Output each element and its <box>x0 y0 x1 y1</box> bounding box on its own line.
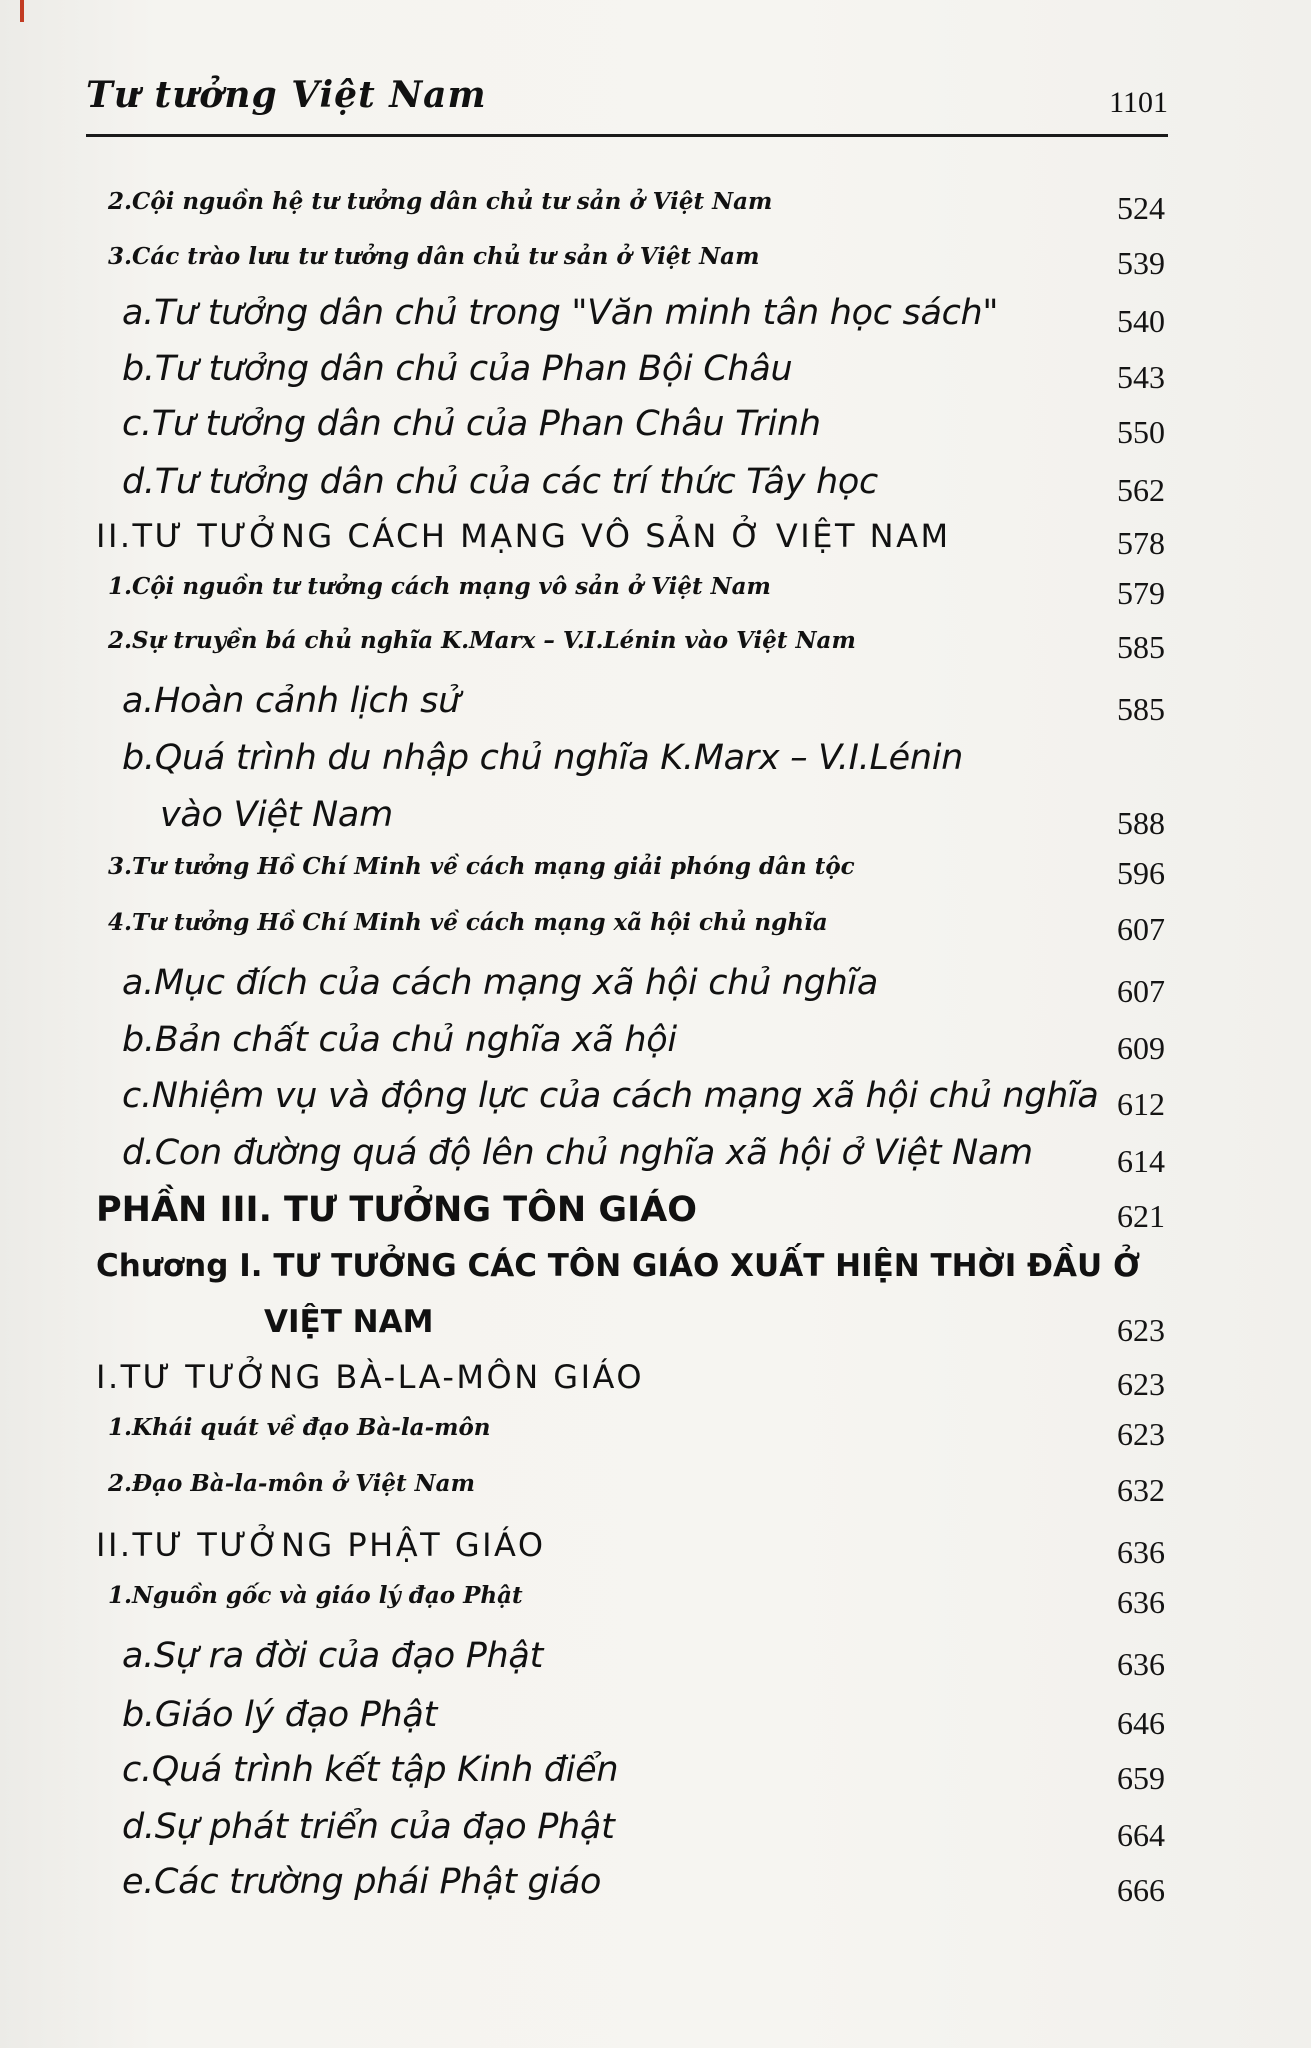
toc-entry-title: a.Sự ra đời của đạo Phật <box>122 1636 544 1676</box>
toc-entry-title: PHẦN III. TƯ TƯỞNG TÔN GIÁO <box>96 1190 697 1230</box>
toc-entry-title: a.Tư tưởng dân chủ trong "Văn minh tân học sách" <box>122 293 999 333</box>
toc-entry-page: 524 <box>1117 190 1165 226</box>
toc-entry-page: 539 <box>1117 245 1165 281</box>
toc-entry-title: c.Nhiệm vụ và động lực của cách mạng xã hội chủ nghĩa <box>122 1076 1099 1116</box>
toc-entry-page: 609 <box>1117 1030 1165 1066</box>
toc-entry-page: 623 <box>1117 1416 1165 1452</box>
toc-entry-page: 607 <box>1117 973 1165 1009</box>
toc-entry-page: 636 <box>1117 1584 1165 1620</box>
toc-entry-page: 579 <box>1117 575 1165 611</box>
running-title: Tư tưởng Việt Nam <box>86 74 487 116</box>
toc-entry-title: 2.Đạo Bà-la-môn ở Việt Nam <box>108 1470 475 1497</box>
toc-entry-page: 588 <box>1117 805 1165 841</box>
toc-entry-page: 540 <box>1117 303 1165 339</box>
toc-entry-page: 636 <box>1117 1534 1165 1570</box>
toc-entry-title: c.Tư tưởng dân chủ của Phan Châu Trinh <box>122 404 821 444</box>
toc-entry-title: 3.Tư tưởng Hồ Chí Minh về cách mạng giải phóng dân tộc <box>108 853 855 880</box>
toc-entry-title: 1.Cội nguồn tư tưởng cách mạng vô sản ở Việt Nam <box>108 573 771 600</box>
toc-entry-page: 612 <box>1117 1086 1165 1122</box>
toc-entry-title: b.Bản chất của chủ nghĩa xã hội <box>122 1020 677 1060</box>
toc-entry-title: I.TƯ TƯỞNG BÀ-LA-MÔN GIÁO <box>96 1358 645 1396</box>
toc-entry-title: b.Giáo lý đạo Phật <box>122 1695 438 1735</box>
toc-entry-page: 585 <box>1117 691 1165 727</box>
toc-entry-page: 664 <box>1117 1817 1165 1853</box>
toc-entry-page: 543 <box>1117 359 1165 395</box>
toc-entry-page: 646 <box>1117 1705 1165 1741</box>
toc-entry-page: 623 <box>1117 1312 1165 1348</box>
toc-entry-page: 636 <box>1117 1646 1165 1682</box>
page-edge-mark <box>20 0 24 22</box>
toc-entry-title-continued: vào Việt Nam <box>160 795 393 835</box>
toc-entry-page: 659 <box>1117 1760 1165 1796</box>
toc-entry-title: d.Con đường quá độ lên chủ nghĩa xã hội ở Việt Nam <box>122 1133 1033 1173</box>
page-number: 1101 <box>1109 86 1168 119</box>
toc-entry-title: 2.Sự truyền bá chủ nghĩa K.Marx – V.I.Lénin vào Việt Nam <box>108 627 856 654</box>
toc-entry-page: 596 <box>1117 855 1165 891</box>
toc-entry-title: a.Hoàn cảnh lịch sử <box>122 681 460 721</box>
toc-entry-page: 632 <box>1117 1472 1165 1508</box>
toc-entry-page: 550 <box>1117 414 1165 450</box>
toc-entry-title: II.TƯ TƯỞNG CÁCH MẠNG VÔ SẢN Ở VIỆT NAM <box>96 517 951 555</box>
running-header <box>86 68 1168 137</box>
toc-entry-page: 578 <box>1117 525 1165 561</box>
toc-entry-title: 3.Các trào lưu tư tưởng dân chủ tư sản ở Việt Nam <box>108 243 760 270</box>
toc-entry-title-continued: VIỆT NAM <box>264 1304 434 1340</box>
toc-entry-title: d.Tư tưởng dân chủ của các trí thức Tây học <box>122 462 878 502</box>
toc-entry-page: 562 <box>1117 472 1165 508</box>
toc-entry-title: 2.Cội nguồn hệ tư tưởng dân chủ tư sản ở Việt Nam <box>108 188 773 215</box>
toc-entry-page: 666 <box>1117 1872 1165 1908</box>
toc-entry-title: 1.Khái quát về đạo Bà-la-môn <box>108 1414 491 1441</box>
toc-entry-title: 1.Nguồn gốc và giáo lý đạo Phật <box>108 1582 523 1609</box>
toc-entry-page: 623 <box>1117 1366 1165 1402</box>
toc-entry-title: II.TƯ TƯỞNG PHẬT GIÁO <box>96 1526 546 1564</box>
toc-entry-title: a.Mục đích của cách mạng xã hội chủ nghĩa <box>122 963 879 1003</box>
toc-entry-page: 607 <box>1117 911 1165 947</box>
toc-entry-title: d.Sự phát triển của đạo Phật <box>122 1807 615 1847</box>
toc-entry-page: 621 <box>1117 1198 1165 1234</box>
toc-entry-title: e.Các trường phái Phật giáo <box>122 1862 602 1902</box>
toc-entry-title: b.Quá trình du nhập chủ nghĩa K.Marx – V.I.Lénin <box>122 738 964 778</box>
toc-entry-title: b.Tư tưởng dân chủ của Phan Bội Châu <box>122 349 793 389</box>
toc-entry-title: c.Quá trình kết tập Kinh điển <box>122 1750 619 1790</box>
toc-entry-title: 4.Tư tưởng Hồ Chí Minh về cách mạng xã hội chủ nghĩa <box>108 909 828 936</box>
toc-entry-page: 614 <box>1117 1143 1165 1179</box>
toc-entry-title: Chương I. TƯ TƯỞNG CÁC TÔN GIÁO XUẤT HIỆN THỜI ĐẦU Ở <box>96 1248 1141 1284</box>
toc-entry-page: 585 <box>1117 629 1165 665</box>
